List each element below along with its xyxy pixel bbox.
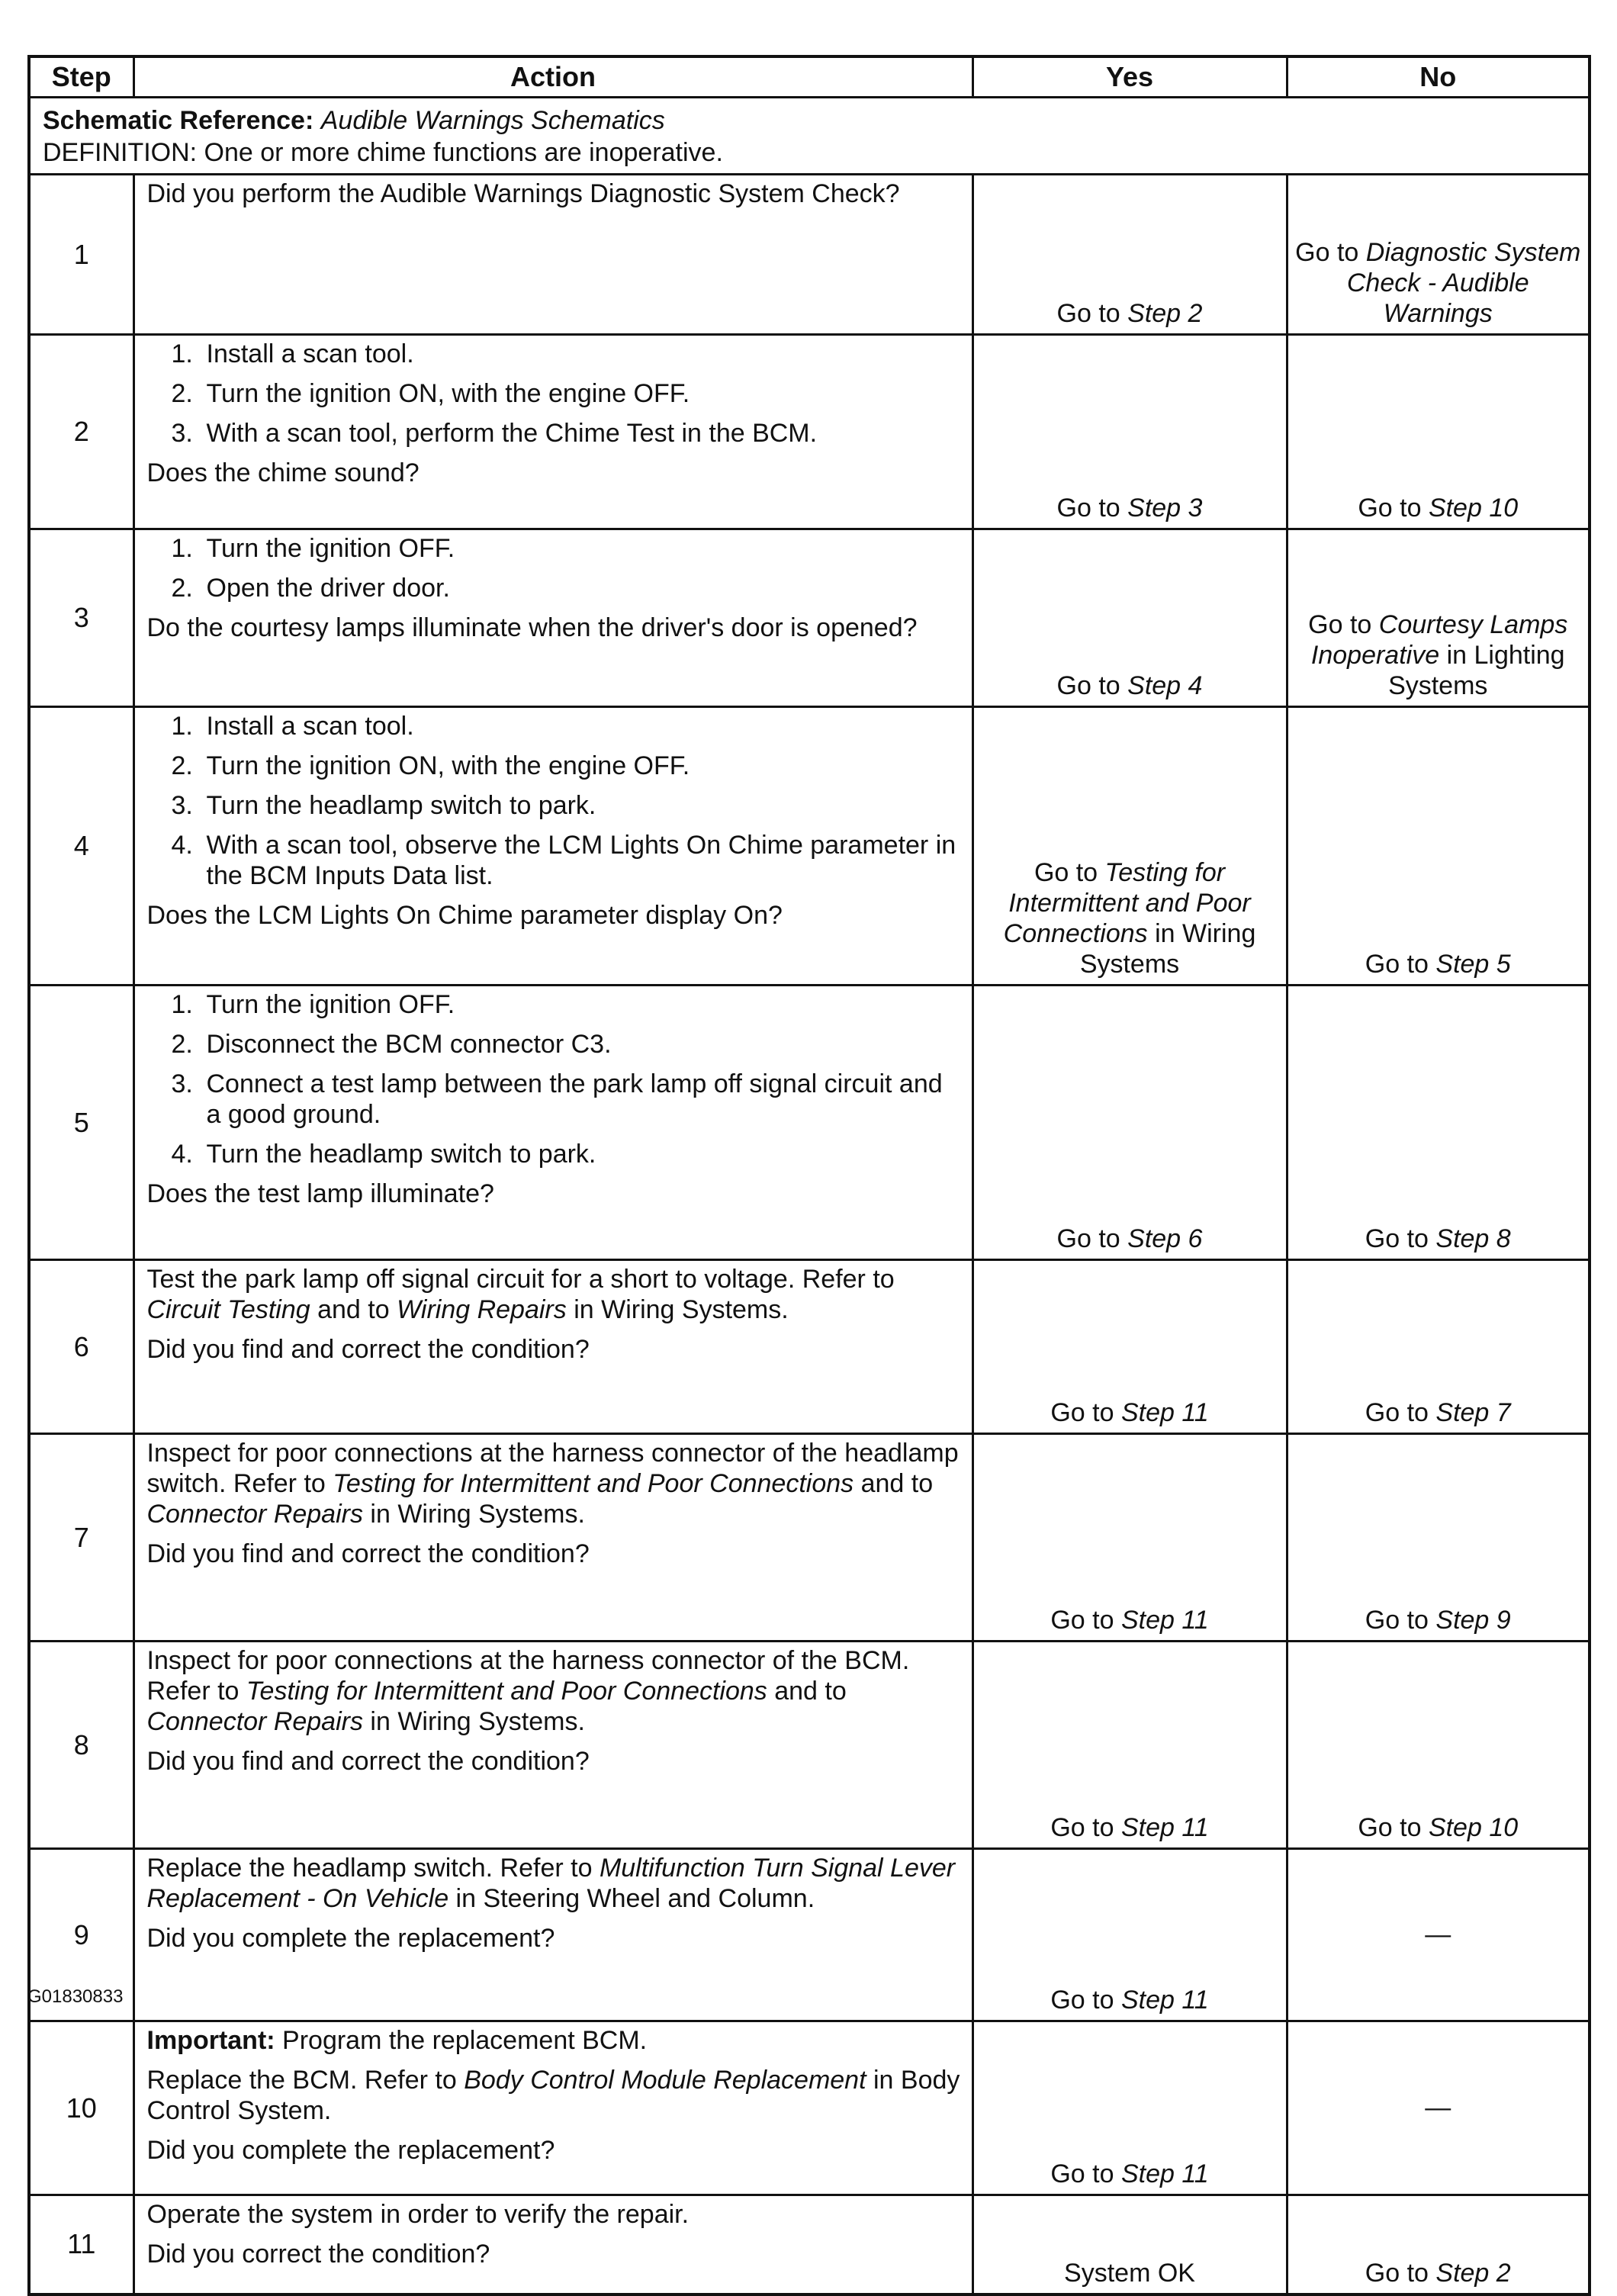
no-cell [1287, 707, 1590, 986]
action-step-number: 1. [171, 339, 193, 368]
action-step-text: Connect a test lamp between the park lamp off signal circuit and a good ground. [206, 1069, 943, 1129]
no-cell [1287, 986, 1590, 1260]
yes-cell [972, 529, 1287, 707]
no-text: Step 2 [1435, 2258, 1511, 2288]
action-paragraph-text: Replace the BCM. Refer to [146, 2066, 465, 2095]
no-cell [1287, 1260, 1590, 1434]
action-step-item [172, 1029, 964, 1060]
action-step-number: 3. [171, 791, 193, 820]
diagnostic-table [27, 55, 1591, 2296]
action-paragraph-text: Inspect for poor connections at the harness connector of the BCM. Refer to [146, 1646, 910, 1706]
schematic-reference-label: Schematic Reference: [43, 106, 314, 135]
action-step-item [172, 711, 964, 741]
action-question-text: Did you complete the replacement? [146, 2136, 555, 2165]
action-step-number: 2. [171, 574, 193, 603]
yes-text: Go to [1050, 1986, 1121, 2015]
yes-text: Step 6 [1127, 1224, 1203, 1253]
yes-cell [972, 986, 1287, 1260]
action-paragraph-text: in Wiring Systems. [362, 1500, 585, 1529]
no-text: in Lighting Systems [1388, 641, 1565, 700]
action-paragraph-text: Body Control Module Replacement [464, 2066, 866, 2095]
yes-text: Step 2 [1127, 299, 1203, 328]
action-paragraph-text: in Wiring Systems. [566, 1295, 789, 1324]
step-number: 5 [29, 986, 133, 1260]
yes-cell [972, 2021, 1287, 2195]
action-question [147, 1923, 964, 1954]
action-paragraph-text: and to [310, 1295, 397, 1324]
action-paragraph [147, 1438, 964, 1529]
step-number: 4 [29, 707, 133, 986]
no-text: Go to [1365, 950, 1436, 979]
action-steps-list [147, 711, 964, 891]
definition-text: DEFINITION: One or more chime functions are inoperative. [43, 138, 723, 167]
action-paragraph-text: and to [767, 1677, 847, 1706]
header-row [29, 56, 1590, 98]
action-cell [133, 1849, 972, 2021]
action-paragraph [147, 2199, 964, 2230]
no-text: Step 7 [1435, 1398, 1511, 1427]
action-step-item [172, 339, 964, 369]
no-cell [1287, 1434, 1590, 1642]
action-question-text: Does the LCM Lights On Chime parameter display On? [146, 901, 783, 930]
no-text: Step 5 [1435, 950, 1511, 979]
no-text: Go to [1365, 1606, 1436, 1635]
yes-text: Go to [1056, 299, 1128, 328]
action-cell [133, 2021, 972, 2195]
action-step-item [172, 1069, 964, 1130]
no-text: Diagnostic System Check - Audible Warnings [1346, 238, 1581, 328]
action-step-text: Turn the headlamp switch to park. [206, 1140, 596, 1169]
no-text: Courtesy Lamps Inoperative [1310, 610, 1568, 670]
action-question-text: Does the chime sound? [146, 458, 420, 487]
action-step-item [172, 790, 964, 821]
action-question [147, 1539, 964, 1569]
action-step-text: With a scan tool, observe the LCM Lights On Chime parameter in the BCM Inputs Data list. [206, 831, 956, 890]
action-step-item [172, 378, 964, 409]
action-step-item [172, 573, 964, 603]
yes-text: Go to [1056, 494, 1128, 523]
action-paragraph-text: and to [854, 1469, 934, 1498]
step-number: 7 [29, 1434, 133, 1642]
no-text: Go to [1308, 610, 1379, 639]
yes-text: Step 4 [1127, 671, 1203, 700]
action-paragraph-text: in Body Control System. [146, 2066, 960, 2125]
yes-text: Go to [1034, 858, 1105, 887]
action-paragraph-text: Wiring Repairs [397, 1295, 567, 1324]
action-step-text: Turn the ignition ON, with the engine OFF. [206, 379, 690, 408]
action-paragraph [147, 1853, 964, 1914]
action-cell [133, 335, 972, 529]
action-step-number: 3. [171, 1069, 193, 1098]
action-paragraph [147, 1645, 964, 1737]
action-paragraph [147, 1264, 964, 1325]
action-cell [133, 175, 972, 335]
action-question [147, 1746, 964, 1777]
step-row [29, 1642, 1590, 1849]
action-step-number: 1. [171, 534, 193, 563]
action-question-text: Did you complete the replacement? [146, 1924, 555, 1953]
action-paragraph-text: Program the replacement BCM. [275, 2026, 648, 2055]
action-question-text: Did you correct the condition? [146, 2240, 490, 2269]
action-step-number: 3. [171, 419, 193, 448]
action-step-text: Turn the headlamp switch to park. [206, 791, 596, 820]
yes-text: System OK [1064, 2258, 1195, 2288]
schematic-reference [43, 105, 1576, 137]
action-question-text: Did you find and correct the condition? [146, 1335, 590, 1364]
no-text: Go to [1295, 238, 1366, 267]
action-steps-list [147, 339, 964, 449]
action-step-number: 2. [171, 751, 193, 780]
yes-cell [972, 1642, 1287, 1849]
action-step-text: Turn the ignition OFF. [206, 534, 455, 563]
action-question [147, 458, 964, 488]
action-paragraph [147, 178, 964, 209]
action-step-number: 2. [171, 379, 193, 408]
yes-text: Step 11 [1120, 1606, 1209, 1635]
action-step-number: 4. [171, 831, 193, 860]
no-text: Go to [1365, 1398, 1436, 1427]
step-row [29, 707, 1590, 986]
action-paragraph-text: in Steering Wheel and Column. [448, 1884, 815, 1913]
no-text: Step 9 [1435, 1606, 1511, 1635]
action-paragraph [147, 2065, 964, 2126]
yes-cell [972, 707, 1287, 986]
action-step-number: 1. [171, 712, 193, 741]
action-step-text: Install a scan tool. [206, 712, 414, 741]
step-row [29, 335, 1590, 529]
no-text: Step 10 [1428, 494, 1519, 523]
action-paragraph-text: Testing for Intermittent and Poor Connections [333, 1469, 854, 1498]
yes-text: Go to [1056, 1224, 1128, 1253]
no-cell [1287, 175, 1590, 335]
no-text: Go to [1358, 1813, 1429, 1842]
step-row [29, 175, 1590, 335]
action-step-number: 4. [171, 1140, 193, 1169]
action-question-text: Did you find and correct the condition? [146, 1747, 590, 1776]
action-cell [133, 529, 972, 707]
step-number: 6 [29, 1260, 133, 1434]
yes-cell [972, 1260, 1287, 1434]
step-row [29, 986, 1590, 1260]
step-number: 1 [29, 175, 133, 335]
step-number: 9 [29, 1849, 133, 2021]
action-paragraph-text: Inspect for poor connections at the harness connector of the headlamp switch. Refer to [146, 1439, 959, 1498]
action-step-text: Turn the ignition ON, with the engine OFF. [206, 751, 690, 780]
yes-text: Step 11 [1120, 1986, 1209, 2015]
yes-text: in Wiring Systems [1079, 919, 1256, 979]
yes-text: Go to [1050, 2159, 1121, 2188]
no-cell [1287, 2195, 1590, 2294]
action-cell [133, 707, 972, 986]
action-step-item [172, 533, 964, 564]
step-row [29, 2021, 1590, 2195]
yes-text: Go to [1050, 1813, 1121, 1842]
action-paragraph-text: Did you perform the Audible Warnings Diagnostic System Check? [146, 179, 900, 208]
action-step-text: Open the driver door. [206, 574, 450, 603]
action-paragraph-text: Connector Repairs [146, 1707, 363, 1736]
action-cell [133, 1434, 972, 1642]
yes-cell [972, 335, 1287, 529]
action-step-item [172, 989, 964, 1020]
action-paragraph-text: Important: [146, 2026, 275, 2055]
action-question [147, 2239, 964, 2269]
no-text: — [1425, 1919, 1451, 1949]
no-cell [1287, 1642, 1590, 1849]
action-cell [133, 1260, 972, 1434]
reference-row [29, 98, 1590, 175]
diagnostic-table-container [27, 55, 1588, 2296]
step-number: 10 [29, 2021, 133, 2195]
header-yes: Yes [972, 56, 1287, 98]
action-paragraph-text: Circuit Testing [146, 1295, 310, 1324]
action-question [147, 613, 964, 643]
reference-cell [29, 98, 1590, 175]
yes-cell [972, 2195, 1287, 2294]
action-step-text: With a scan tool, perform the Chime Test in the BCM. [206, 419, 818, 448]
yes-cell [972, 1849, 1287, 2021]
header-action: Action [133, 56, 972, 98]
yes-text: Step 3 [1127, 494, 1203, 523]
action-paragraph [147, 2025, 964, 2056]
step-number: 3 [29, 529, 133, 707]
action-step-number: 2. [171, 1030, 193, 1059]
yes-cell [972, 1434, 1287, 1642]
no-cell [1287, 529, 1590, 707]
no-text: — [1425, 2092, 1451, 2122]
yes-text: Step 11 [1120, 1398, 1209, 1427]
yes-cell [972, 175, 1287, 335]
action-paragraph-text: Test the park lamp off signal circuit for a short to voltage. Refer to [146, 1265, 895, 1294]
no-text: Go to [1365, 2258, 1436, 2288]
figure-id: G01830833 [27, 1986, 124, 2007]
action-question-text: Does the test lamp illuminate? [146, 1179, 494, 1208]
step-number: 8 [29, 1642, 133, 1849]
schematic-reference-value: Audible Warnings Schematics [320, 106, 665, 135]
action-question [147, 1179, 964, 1209]
action-cell [133, 2195, 972, 2294]
action-steps-list [147, 533, 964, 603]
yes-text: Go to [1050, 1398, 1121, 1427]
action-question-text: Do the courtesy lamps illuminate when the driver's door is opened? [146, 613, 918, 642]
no-cell [1287, 2021, 1590, 2195]
step-number: 11 [29, 2195, 133, 2294]
action-paragraph-text: Replace the headlamp switch. Refer to [146, 1854, 600, 1883]
action-question [147, 2135, 964, 2166]
action-paragraph-text: Connector Repairs [146, 1500, 363, 1529]
yes-text: Step 11 [1120, 1813, 1209, 1842]
no-cell [1287, 1849, 1590, 2021]
action-steps-list [147, 989, 964, 1169]
action-paragraph-text: Testing for Intermittent and Poor Connections [246, 1677, 767, 1706]
action-step-text: Disconnect the BCM connector C3. [206, 1030, 612, 1059]
action-step-item [172, 751, 964, 781]
action-step-text: Turn the ignition OFF. [206, 990, 455, 1019]
yes-text: Go to [1056, 671, 1128, 700]
action-step-item [172, 1139, 964, 1169]
yes-text: Go to [1050, 1606, 1121, 1635]
action-question [147, 900, 964, 931]
no-text: Go to [1365, 1224, 1436, 1253]
action-step-number: 1. [171, 990, 193, 1019]
step-row [29, 1260, 1590, 1434]
action-step-text: Install a scan tool. [206, 339, 414, 368]
action-cell [133, 986, 972, 1260]
no-text: Step 8 [1435, 1224, 1511, 1253]
action-step-item [172, 830, 964, 891]
step-row [29, 529, 1590, 707]
header-no: No [1287, 56, 1590, 98]
no-cell [1287, 335, 1590, 529]
step-row [29, 2195, 1590, 2294]
action-cell [133, 1642, 972, 1849]
action-question-text: Did you find and correct the condition? [146, 1539, 590, 1568]
action-paragraph-text: Multifunction Turn Signal Lever Replacement - On Vehicle [146, 1854, 956, 1913]
action-step-item [172, 418, 964, 449]
header-step: Step [29, 56, 133, 98]
yes-text: Step 11 [1120, 2159, 1209, 2188]
step-number: 2 [29, 335, 133, 529]
action-paragraph-text: Operate the system in order to verify the repair. [146, 2200, 690, 2229]
no-text: Step 10 [1428, 1813, 1519, 1842]
no-text: Go to [1358, 494, 1429, 523]
step-row [29, 1849, 1590, 2021]
yes-text: Testing for Intermittent and Poor Connections [1003, 858, 1251, 948]
step-row [29, 1434, 1590, 1642]
action-paragraph-text: in Wiring Systems. [362, 1707, 585, 1736]
action-question [147, 1334, 964, 1365]
